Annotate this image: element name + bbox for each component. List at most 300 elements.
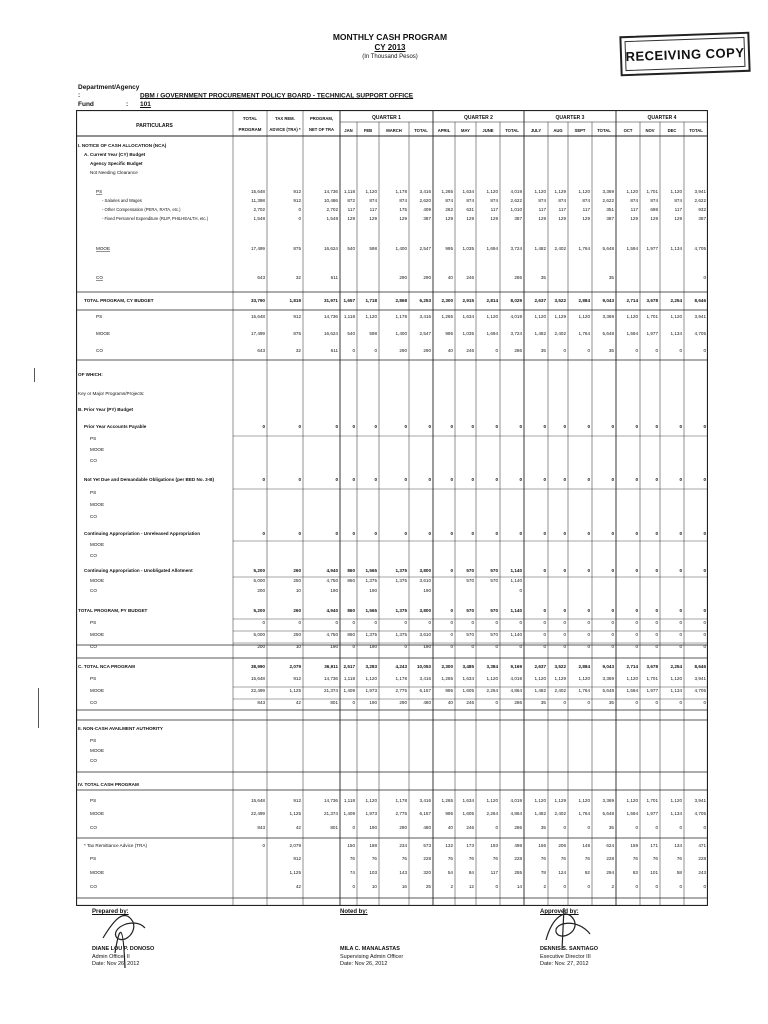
cell-value: 35 [540, 275, 546, 280]
cell-value: 3,724 [510, 246, 522, 251]
cell-value: 4,705 [694, 811, 706, 816]
cell-value: 4,940 [326, 608, 338, 613]
cell-value: 0 [519, 588, 522, 593]
cell-value: 8,646 [694, 298, 706, 303]
cell-value: 874 [399, 198, 407, 203]
cell-value: 2,547 [419, 246, 431, 251]
approved-by-title: Executive Director III [540, 953, 591, 960]
cell-value: 3,283 [365, 664, 377, 669]
cell-value: 1,125 [289, 688, 301, 693]
cell-value: 2,915 [462, 298, 474, 303]
cell-value: 0 [428, 531, 431, 536]
cell-value: 38,990 [250, 664, 265, 669]
cell-value: 598 [369, 246, 377, 251]
header-total-program: PROGRAM [238, 127, 262, 132]
cell-value: 78 [540, 870, 546, 875]
header-month: AUG [553, 128, 563, 133]
cell-value: 243 [698, 870, 706, 875]
cell-value: 4,019 [510, 314, 522, 319]
cell-value: 1,482 [534, 688, 546, 693]
cell-value: 1,035 [462, 331, 474, 336]
cell-value: 0 [563, 825, 566, 830]
cell-value: 190 [423, 588, 431, 593]
department-block [78, 84, 413, 109]
row-label: CO [90, 758, 97, 763]
cell-value: 0 [298, 207, 301, 212]
cell-value: 92 [584, 870, 590, 875]
cell-value: 1,375 [395, 608, 407, 613]
cell-value: 843 [257, 825, 265, 830]
cell-value: 0 [298, 424, 301, 429]
cell-value: 2,402 [554, 688, 566, 693]
cell-value: 1,120 [670, 189, 682, 194]
cell-value: 3,678 [646, 298, 658, 303]
cell-value: 129 [466, 216, 474, 221]
cell-value: 0 [519, 531, 522, 536]
cell-value: 0 [298, 620, 301, 625]
cell-value: 1,548 [253, 216, 265, 221]
cell-value: 2,814 [486, 298, 498, 303]
cell-value: 10 [371, 884, 377, 889]
cell-value: 10,053 [416, 664, 431, 669]
cell-value: 250 [293, 578, 301, 583]
cell-value: 0 [703, 608, 706, 613]
cell-value: 1,548 [326, 216, 338, 221]
cell-value: 15,648 [250, 314, 265, 319]
row-label: PS [90, 738, 97, 743]
row-label: MOOE [96, 331, 111, 336]
cell-value: 14 [516, 884, 522, 889]
cell-value: 1,694 [486, 246, 498, 251]
cell-value: 1,764 [578, 811, 590, 816]
cell-value: 498 [514, 843, 522, 848]
cell-value: 0 [587, 608, 590, 613]
cell-value: 5,200 [253, 608, 265, 613]
cell-value: 598 [369, 331, 377, 336]
cell-value: 0 [352, 700, 355, 705]
cell-value: 17,499 [250, 246, 265, 251]
department-label: Department/Agency : [78, 84, 140, 100]
cell-value: 1,375 [395, 632, 407, 637]
cell-value: 2,079 [289, 843, 301, 848]
header-month: NOV [645, 128, 655, 133]
cell-value: 1,134 [670, 688, 682, 693]
cell-value: 1,594 [626, 688, 638, 693]
cell-value: 0 [611, 620, 614, 625]
cell-value: 2 [543, 884, 546, 889]
cell-value: 0 [495, 825, 498, 830]
cell-value: 1,718 [365, 298, 377, 303]
cell-value: 35 [540, 348, 546, 353]
cell-value: 0 [495, 884, 498, 889]
cell-value: 0 [703, 632, 706, 637]
cell-value: 0 [679, 620, 682, 625]
cell-value: 76 [560, 856, 566, 861]
cell-value: 0 [543, 608, 546, 613]
header-month: TOTAL [689, 128, 703, 133]
cell-value: 0 [635, 568, 638, 573]
cell-value: 40 [447, 348, 453, 353]
cell-value: 0 [655, 620, 658, 625]
cell-value: 0 [352, 477, 355, 482]
cell-value: 320 [423, 870, 431, 875]
row-label: Not Needing Clearance [90, 170, 138, 175]
cell-value: 1,120 [626, 676, 638, 681]
cell-value: 129 [490, 216, 498, 221]
cell-value: 290 [399, 275, 407, 280]
cell-value: 74 [349, 870, 355, 875]
cell-value: 0 [655, 632, 658, 637]
row-label: * Tax Remittance Advice (TRA) [84, 843, 147, 848]
cell-value: 1,120 [534, 189, 546, 194]
cell-value: 0 [543, 531, 546, 536]
prepared-by-date: Date: Nov 26, 2012 [92, 960, 140, 967]
cell-value: 995 [445, 688, 453, 693]
cell-value: 76 [447, 856, 453, 861]
cell-value: 190 [330, 644, 338, 649]
cell-value: 190 [369, 700, 377, 705]
cell-value: 246 [466, 348, 474, 353]
cell-value: 631 [466, 207, 474, 212]
cell-value: 0 [679, 531, 682, 536]
cell-value: 206 [558, 843, 566, 848]
header-month: SEPT [574, 128, 586, 133]
cell-value: 0 [352, 884, 355, 889]
cell-value: 1,657 [343, 298, 355, 303]
cell-value: 124 [558, 870, 566, 875]
cell-value: 912 [293, 314, 301, 319]
cell-value: 246 [466, 275, 474, 280]
cell-value: 3,941 [694, 314, 706, 319]
cell-value: 10 [295, 644, 301, 649]
cell-value: 0 [563, 348, 566, 353]
cell-value: 14,736 [323, 314, 338, 319]
cell-value: 3,610 [419, 632, 431, 637]
header-month: TOTAL [505, 128, 519, 133]
cell-value: 32 [295, 275, 301, 280]
cell-value: 76 [401, 856, 407, 861]
cell-value: 4,243 [395, 664, 407, 669]
cell-value: 83 [632, 870, 638, 875]
cell-value: 33,790 [250, 298, 265, 303]
cell-value: 0 [703, 424, 706, 429]
cell-value: 0 [495, 348, 498, 353]
cell-value: 129 [674, 216, 682, 221]
cell-value: 0 [563, 568, 566, 573]
cell-value: 912 [293, 676, 301, 681]
cell-value: 117 [630, 207, 638, 212]
cell-value: 0 [374, 620, 377, 625]
cell-value: 0 [335, 531, 338, 536]
cell-value: 0 [495, 644, 498, 649]
cell-value: 0 [404, 477, 407, 482]
cell-value: 0 [679, 348, 682, 353]
cell-value: 4,940 [326, 568, 338, 573]
row-label: CO [96, 275, 103, 280]
header-month: JULY [530, 128, 542, 133]
cell-value: 6,157 [419, 688, 431, 693]
cell-value: 2,884 [578, 298, 590, 303]
cell-value: 3,369 [602, 798, 614, 803]
approved-by-name: DENNIS S. SANTIAGO [540, 946, 599, 953]
cell-value: 5,000 [253, 578, 265, 583]
cell-value: 0 [563, 477, 566, 482]
cell-value: 1,565 [365, 608, 377, 613]
cell-value: 0 [655, 424, 658, 429]
cell-value: 76 [676, 856, 682, 861]
cell-value: 912 [293, 189, 301, 194]
cell-value: 42 [295, 884, 301, 889]
cell-value: 0 [352, 424, 355, 429]
cell-value: 912 [293, 798, 301, 803]
cell-value: 0 [374, 348, 377, 353]
cell-value: 0 [519, 477, 522, 482]
cell-value: 1,120 [534, 314, 546, 319]
cell-value: 0 [635, 700, 638, 705]
cell-value: 0 [703, 275, 706, 280]
cell-value: 3,384 [486, 664, 498, 669]
cell-value: 1,120 [626, 798, 638, 803]
cell-value: 0 [703, 348, 706, 353]
cell-value: 387 [514, 216, 522, 221]
cell-value: 0 [587, 568, 590, 573]
cell-value: 1,977 [646, 688, 658, 693]
cell-value: 58 [676, 870, 682, 875]
cell-value: 0 [635, 348, 638, 353]
cell-value: 0 [587, 477, 590, 482]
cell-value: 1,977 [646, 331, 658, 336]
cell-value: 3,369 [602, 676, 614, 681]
row-label: PS [90, 798, 97, 803]
cell-value: 0 [679, 632, 682, 637]
report-unit: (In Thousand Pesos) [362, 54, 418, 60]
cell-value: 2,637 [534, 298, 546, 303]
cell-value: 0 [262, 531, 265, 536]
cell-value: 874 [490, 198, 498, 203]
row-label: - Fixed Personnel Expenditure (RLIP, PHILHEALTH, etc.) [102, 216, 208, 221]
cell-value: 190 [369, 588, 377, 593]
cell-value: 40 [447, 700, 453, 705]
row-label: MOOE [90, 632, 105, 637]
cell-value: 0 [543, 477, 546, 482]
row-label: MOOE [90, 578, 105, 583]
row-label: Prior Year Accounts Payable [84, 424, 147, 429]
cell-value: 35 [608, 275, 614, 280]
cell-value: 0 [635, 531, 638, 536]
cell-value: 250 [293, 632, 301, 637]
cell-value: 0 [543, 424, 546, 429]
cell-value: 0 [635, 620, 638, 625]
cell-value: 0 [655, 531, 658, 536]
cell-value: 624 [606, 843, 614, 848]
cell-value: 129 [538, 216, 546, 221]
cell-value: 0 [374, 531, 377, 536]
row-label: OF WHICH: [78, 372, 103, 377]
cell-value: 4,019 [510, 798, 522, 803]
cell-value: 117 [490, 870, 498, 875]
cell-value: 0 [635, 608, 638, 613]
cell-value: 129 [650, 216, 658, 221]
cell-value: 387 [606, 216, 614, 221]
cell-value: 40 [447, 825, 453, 830]
noted-by-title: Supervising Admin Officer [340, 953, 404, 960]
row-label: I. NOTICE OF CASH ALLOCATION (NCA) [78, 143, 167, 148]
cash-program-table [76, 110, 708, 906]
cell-value: 11,398 [251, 198, 265, 203]
row-label: MOOE [90, 502, 105, 507]
cell-value: 5,648 [602, 688, 614, 693]
noted-by-block [340, 908, 403, 968]
cell-value: 540 [347, 246, 355, 251]
cell-value: 260 [293, 568, 301, 573]
row-label: MOOE [96, 246, 111, 251]
cell-value: 0 [587, 644, 590, 649]
cell-value: 0 [703, 620, 706, 625]
cell-value: 1,375 [365, 578, 377, 583]
cell-value: 801 [330, 825, 338, 830]
row-label: PS [90, 490, 97, 495]
cell-value: 1,120 [486, 189, 498, 194]
cell-value: 0 [450, 632, 453, 637]
cell-value: 0 [655, 348, 658, 353]
cell-value: 1,120 [534, 676, 546, 681]
cell-value: 76 [468, 856, 474, 861]
cell-value: 1,819 [289, 298, 301, 303]
cell-value: 3,485 [462, 664, 474, 669]
cell-value: 0 [450, 424, 453, 429]
cell-value: 0 [335, 620, 338, 625]
cell-value: 0 [703, 568, 706, 573]
cell-value: 2,775 [395, 811, 407, 816]
cell-value: 76 [652, 856, 658, 861]
cell-value: 17,499 [250, 331, 265, 336]
cell-value: 1,265 [441, 314, 453, 319]
cell-value: 1,605 [462, 811, 474, 816]
cell-value: 860 [347, 578, 355, 583]
cell-value: 409 [423, 207, 431, 212]
cell-value: 190 [330, 588, 338, 593]
row-label: MOOE [90, 688, 105, 693]
cell-value: 0 [335, 477, 338, 482]
cell-value: 0 [703, 825, 706, 830]
header-month: MAY [461, 128, 470, 133]
cell-value: 0 [611, 632, 614, 637]
header-quarter-2: QUARTER 2 [464, 115, 493, 121]
cell-value: 1,565 [365, 568, 377, 573]
department-value: DBM / GOVERNMENT PROCUREMENT POLICY BOARD - TECHNICAL SUPPORT OFFICE [140, 92, 414, 100]
row-label: MOOE [90, 811, 105, 816]
cell-value: 0 [471, 424, 474, 429]
row-label: CO [90, 458, 97, 463]
cell-value: 35 [540, 700, 546, 705]
cell-value: 0 [543, 644, 546, 649]
prepared-by-title: Admin Officer II [92, 953, 130, 960]
cell-value: 76 [349, 856, 355, 861]
fund-separator: : [126, 100, 129, 108]
cell-value: 228 [423, 856, 431, 861]
cell-value: 15,648 [250, 189, 265, 194]
cell-value: 0 [635, 424, 638, 429]
cell-value: 14,736 [323, 676, 338, 681]
cell-value: 1,134 [670, 811, 682, 816]
cell-value: 76 [371, 856, 377, 861]
cell-value: 286 [514, 275, 522, 280]
cell-value: 0 [703, 644, 706, 649]
cell-value: 2,620 [419, 198, 431, 203]
cell-value: 1,129 [554, 676, 566, 681]
cell-value: 1,035 [462, 246, 474, 251]
cell-value: 570 [490, 608, 498, 613]
row-label: MOOE [90, 447, 105, 452]
cell-value: 0 [298, 477, 301, 482]
cell-value: 995 [445, 246, 453, 251]
cell-value: 0 [543, 568, 546, 573]
cell-value: 0 [655, 568, 658, 573]
row-label: MOOE [90, 870, 105, 875]
cell-value: 5,648 [602, 331, 614, 336]
header-month: APRIL [437, 128, 451, 133]
cell-value: 234 [399, 843, 407, 848]
cell-value: 16,624 [323, 246, 338, 251]
cell-value: 2,254 [670, 664, 682, 669]
cell-value: 200 [257, 644, 265, 649]
cell-value: 4,019 [510, 676, 522, 681]
cell-value: 228 [606, 856, 614, 861]
header-net-of-tra: NET OF TRA [308, 127, 335, 132]
header-month: FEB [363, 128, 373, 133]
cell-value: 0 [611, 424, 614, 429]
cell-value: 0 [679, 568, 682, 573]
cell-value: 9,043 [602, 298, 614, 303]
cell-value: 4,705 [694, 331, 706, 336]
cell-value: 0 [587, 620, 590, 625]
cell-value: 1,120 [626, 189, 638, 194]
row-label: PS [90, 436, 97, 441]
cell-value: 134 [674, 843, 682, 848]
cell-value: 1,010 [510, 207, 522, 212]
cell-value: 1,634 [462, 676, 474, 681]
cell-value: 290 [399, 825, 407, 830]
cell-value: 860 [347, 608, 355, 613]
cell-value: 1,178 [395, 798, 407, 803]
cell-value: 150 [347, 843, 355, 848]
cell-value: 570 [490, 578, 498, 583]
cell-value: 351 [606, 207, 614, 212]
cell-value: 860 [347, 568, 355, 573]
row-label: CO [90, 825, 97, 830]
cell-value: 4,864 [510, 811, 522, 816]
cell-value: 159 [630, 843, 638, 848]
cell-value: 0 [298, 531, 301, 536]
cell-value: 1,120 [626, 314, 638, 319]
cell-value: 0 [495, 531, 498, 536]
cell-value: 0 [655, 477, 658, 482]
cell-value: 0 [655, 825, 658, 830]
header-month: OCT [623, 128, 633, 133]
cell-value: 0 [635, 884, 638, 889]
cell-value: 22,499 [250, 811, 265, 816]
row-label: MOOE [90, 542, 105, 547]
cell-value: 1,701 [646, 314, 658, 319]
cell-value: 4,019 [510, 189, 522, 194]
cell-value: 10 [295, 588, 301, 593]
prepared-by-heading: Prepared by: [92, 909, 129, 915]
cell-value: 0 [495, 477, 498, 482]
cell-value: 0 [563, 620, 566, 625]
cell-value: 3,678 [646, 664, 658, 669]
cell-value: 0 [519, 644, 522, 649]
cell-value: 1,118 [343, 798, 355, 803]
